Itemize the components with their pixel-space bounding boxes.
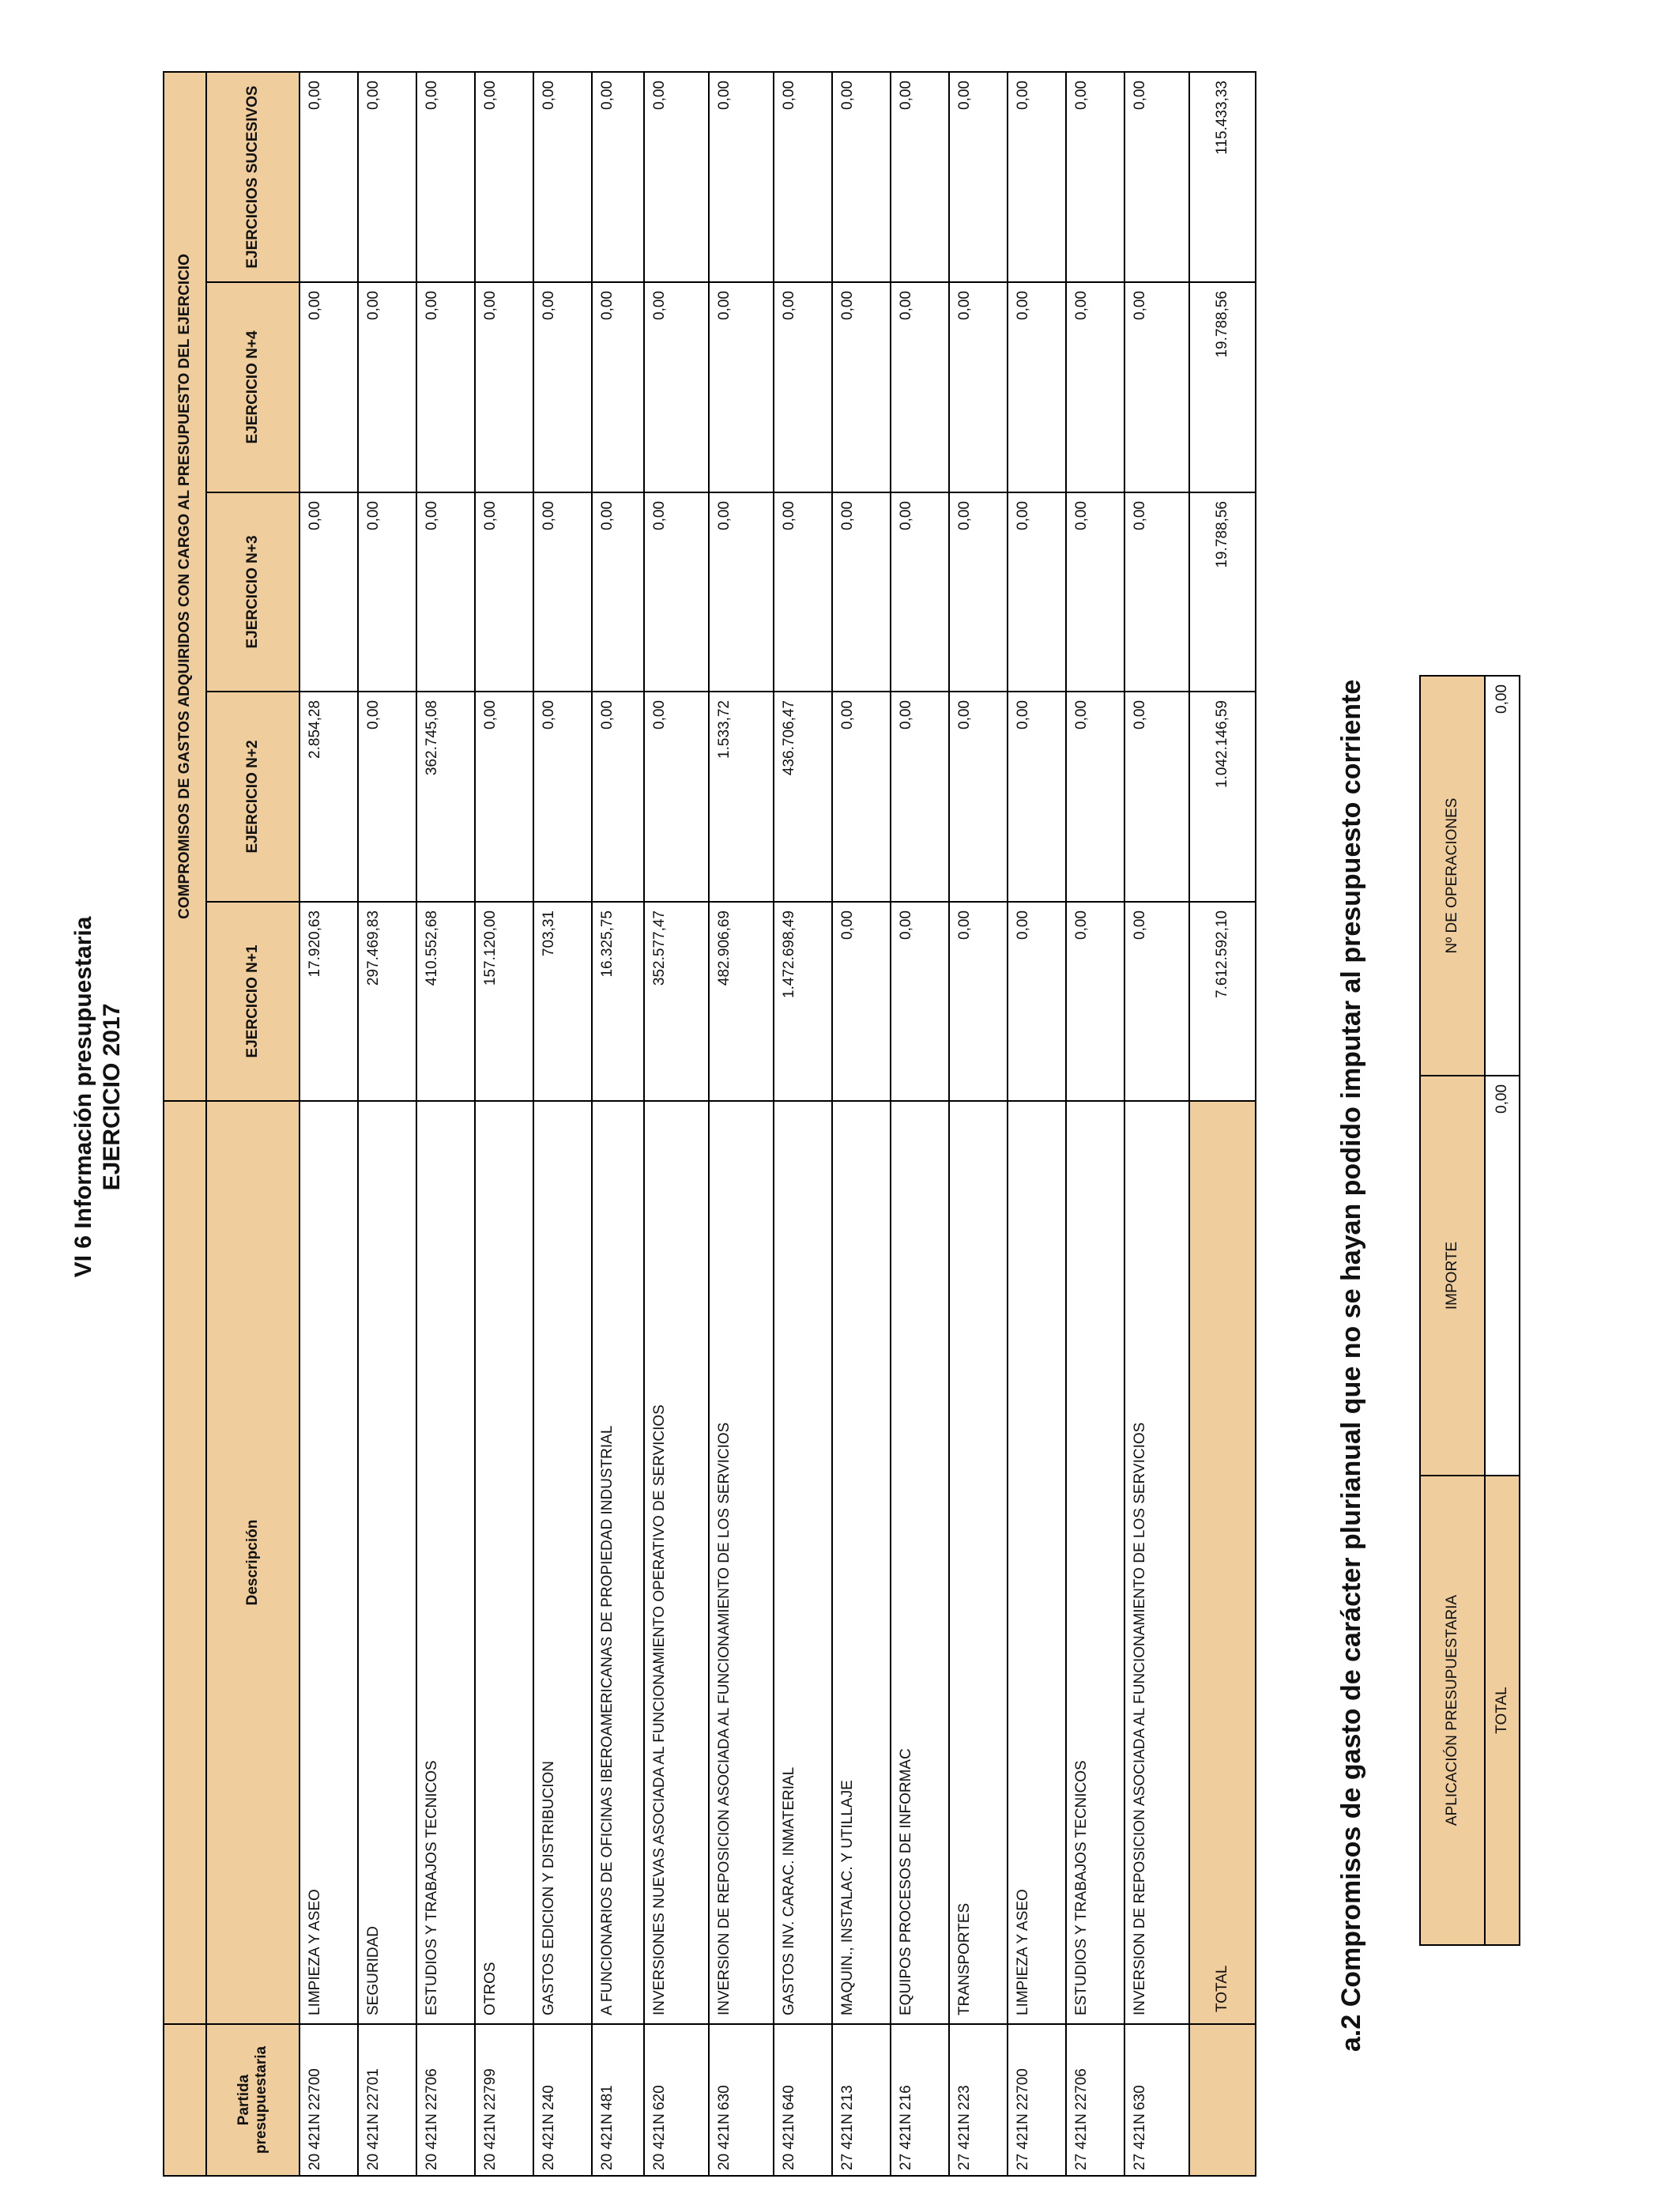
- partida-cell: [891, 2024, 949, 2176]
- partida-cell: [1066, 2024, 1124, 2176]
- commitments-table: [163, 71, 1256, 2177]
- amount-n1-cell: 703,31: [533, 902, 592, 1101]
- document-subtitle: EJERCICIO 2017: [99, 1003, 125, 1191]
- amount-n4-cell: 0,00: [1008, 282, 1066, 492]
- total-suc-cell: 115.433,33: [1189, 72, 1256, 282]
- total-label: TOTAL: [1189, 1101, 1256, 2024]
- amount-suc-cell: 0,00: [1124, 72, 1189, 282]
- amount-n2-cell: 0,00: [832, 692, 891, 902]
- amount-n3-cell: 0,00: [949, 492, 1008, 692]
- partida-program: 27 421N: [1132, 2113, 1148, 2170]
- partida-cell: [592, 2024, 644, 2176]
- partida-program: 20 421N: [307, 2113, 323, 2170]
- amount-n2-cell: 0,00: [1066, 692, 1124, 902]
- total-blank: [1189, 2024, 1256, 2176]
- table-row: [832, 72, 891, 2176]
- table-row: [1066, 72, 1124, 2176]
- partida-program: 20 421N: [781, 2113, 797, 2170]
- amount-n2-cell: 0,00: [592, 692, 644, 902]
- document-title: VI 6 Información presupuestaria: [70, 916, 96, 1278]
- partida-concept: 481: [599, 2085, 616, 2110]
- amount-n1-cell: 0,00: [949, 902, 1008, 1101]
- partida-concept: 216: [898, 2085, 914, 2110]
- col-n3-header: EJERCICIO N+3: [206, 492, 299, 692]
- amount-n2-cell: 436.706,47: [774, 692, 832, 902]
- amount-n1-cell: 16.325,75: [592, 902, 644, 1101]
- col-n4-header: EJERCICIO N+4: [206, 282, 299, 492]
- descripcion-cell: GASTOS INV. CARAC. INMATERIAL: [774, 1101, 832, 2024]
- partida-concept: 630: [716, 2085, 733, 2110]
- table-row: [709, 72, 774, 2176]
- amount-n3-cell: 0,00: [299, 492, 358, 692]
- table-row: [358, 72, 416, 2176]
- amount-n2-cell: 0,00: [949, 692, 1008, 902]
- amount-n4-cell: 0,00: [832, 282, 891, 492]
- partida-cell: [709, 2024, 774, 2176]
- table-row: [891, 72, 949, 2176]
- descripcion-cell: MAQUIN., INSTALAC. Y UTILLAJE: [832, 1101, 891, 2024]
- amount-n4-cell: 0,00: [475, 282, 533, 492]
- amount-suc-cell: 0,00: [891, 72, 949, 282]
- amount-n3-cell: 0,00: [644, 492, 709, 692]
- col-operaciones-header: Nº DE OPERACIONES: [1420, 676, 1485, 1076]
- total-row: [1189, 72, 1256, 2176]
- partida-concept: 22700: [1015, 2068, 1031, 2110]
- partida-cell: [533, 2024, 592, 2176]
- amount-n1-cell: 482.906,69: [709, 902, 774, 1101]
- amount-n2-cell: 0,00: [891, 692, 949, 902]
- partida-cell: [774, 2024, 832, 2176]
- amount-n4-cell: 0,00: [1124, 282, 1189, 492]
- amount-n2-cell: 0,00: [644, 692, 709, 902]
- partida-concept: 22706: [424, 2068, 440, 2110]
- partida-concept: 22701: [365, 2068, 382, 2110]
- partida-program: 20 421N: [716, 2113, 733, 2170]
- amount-n4-cell: 0,00: [533, 282, 592, 492]
- amount-n1-cell: 410.552,68: [416, 902, 475, 1101]
- partida-cell: [832, 2024, 891, 2176]
- amount-suc-cell: 0,00: [475, 72, 533, 282]
- descripcion-cell: EQUIPOS PROCESOS DE INFORMAC: [891, 1101, 949, 2024]
- amount-n4-cell: 0,00: [416, 282, 475, 492]
- partida-concept: 22799: [482, 2068, 499, 2110]
- amount-n1-cell: 0,00: [1124, 902, 1189, 1101]
- partida-concept: 223: [956, 2085, 973, 2110]
- col-sucesivos-header: EJERCICIOS SUCESIVOS: [206, 72, 299, 282]
- amount-n3-cell: 0,00: [1008, 492, 1066, 692]
- partida-cell: [1008, 2024, 1066, 2176]
- amount-suc-cell: 0,00: [299, 72, 358, 282]
- table-row: [774, 72, 832, 2176]
- amount-n2-cell: 362.745,08: [416, 692, 475, 902]
- amount-n1-cell: 0,00: [1008, 902, 1066, 1101]
- partida-program: 27 421N: [1015, 2113, 1031, 2170]
- table-row: [416, 72, 475, 2176]
- amount-n4-cell: 0,00: [644, 282, 709, 492]
- partida-concept: 22700: [307, 2068, 323, 2110]
- col-importe-header: IMPORTE: [1420, 1076, 1485, 1476]
- col-n2-header: EJERCICIO N+2: [206, 692, 299, 902]
- amount-n4-cell: 0,00: [299, 282, 358, 492]
- amount-n4-cell: 0,00: [949, 282, 1008, 492]
- partida-concept: 630: [1132, 2085, 1148, 2110]
- partida-program: 20 421N: [541, 2113, 557, 2170]
- amount-n3-cell: 0,00: [709, 492, 774, 692]
- descripcion-cell: INVERSIONES NUEVAS ASOCIADA AL FUNCIONAMIENTO OPERATIVO DE SERVICIOS: [644, 1101, 709, 2024]
- amount-n1-cell: 0,00: [1066, 902, 1124, 1101]
- header-blank: [164, 2024, 206, 2176]
- header-blank: [164, 1101, 206, 2024]
- amount-n1-cell: 157.120,00: [475, 902, 533, 1101]
- amount-n1-cell: 0,00: [891, 902, 949, 1101]
- amount-n4-cell: 0,00: [592, 282, 644, 492]
- partida-cell: [1124, 2024, 1189, 2176]
- partida-concept: 240: [541, 2085, 557, 2110]
- amount-suc-cell: 0,00: [533, 72, 592, 282]
- amount-suc-cell: 0,00: [358, 72, 416, 282]
- total-n3-cell: 19.788,56: [1189, 492, 1256, 692]
- partida-cell: [416, 2024, 475, 2176]
- amount-n1-cell: 0,00: [832, 902, 891, 1101]
- amount-n3-cell: 0,00: [891, 492, 949, 692]
- amount-n4-cell: 0,00: [891, 282, 949, 492]
- descripcion-cell: OTROS: [475, 1101, 533, 2024]
- partida-program: 27 421N: [1073, 2113, 1090, 2170]
- descripcion-cell: INVERSION DE REPOSICION ASOCIADA AL FUNCIONAMIENTO DE LOS SERVICIOS: [1124, 1101, 1189, 2024]
- table-row: [533, 72, 592, 2176]
- amount-n2-cell: 0,00: [358, 692, 416, 902]
- partida-cell: [949, 2024, 1008, 2176]
- amount-n2-cell: 0,00: [475, 692, 533, 902]
- descripcion-cell: GASTOS EDICION Y DISTRIBUCION: [533, 1101, 592, 2024]
- table-row: [644, 72, 709, 2176]
- a2-total-operaciones: 0,00: [1485, 676, 1520, 1076]
- col-aplicacion-header: APLICACIÓN PRESUPUESTARIA: [1420, 1476, 1485, 1945]
- amount-n3-cell: 0,00: [533, 492, 592, 692]
- descripcion-cell: LIMPIEZA Y ASEO: [1008, 1101, 1066, 2024]
- amount-n3-cell: 0,00: [475, 492, 533, 692]
- amount-n3-cell: 0,00: [416, 492, 475, 692]
- partida-concept: 213: [839, 2085, 856, 2110]
- amount-n3-cell: 0,00: [592, 492, 644, 692]
- partida-program: 27 421N: [898, 2113, 914, 2170]
- partida-concept: 640: [781, 2085, 797, 2110]
- amount-suc-cell: 0,00: [949, 72, 1008, 282]
- amount-n1-cell: 297.469,83: [358, 902, 416, 1101]
- section-a2-title: a.2 Compromisos de gasto de carácter plurianual que no se hayan podido imputar al presupuesto corriente: [1336, 679, 1366, 2052]
- amount-n2-cell: 0,00: [1008, 692, 1066, 902]
- table-row: [1008, 72, 1066, 2176]
- table-row: [1124, 72, 1189, 2176]
- partida-program: 27 421N: [839, 2113, 856, 2170]
- table-row: [592, 72, 644, 2176]
- amount-n1-cell: 17.920,63: [299, 902, 358, 1101]
- amount-suc-cell: 0,00: [416, 72, 475, 282]
- partida-concept: 620: [651, 2085, 668, 2110]
- partida-program: 20 421N: [482, 2113, 499, 2170]
- amount-suc-cell: 0,00: [774, 72, 832, 282]
- amount-n2-cell: 2.854,28: [299, 692, 358, 902]
- descripcion-cell: LIMPIEZA Y ASEO: [299, 1101, 358, 2024]
- amount-n4-cell: 0,00: [709, 282, 774, 492]
- descripcion-cell: INVERSION DE REPOSICION ASOCIADA AL FUNCIONAMIENTO DE LOS SERVICIOS: [709, 1101, 774, 2024]
- descripcion-cell: ESTUDIOS Y TRABAJOS TECNICOS: [416, 1101, 475, 2024]
- total-n1-cell: 7.612.592,10: [1189, 902, 1256, 1101]
- amount-n1-cell: 1.472.698,49: [774, 902, 832, 1101]
- amount-n3-cell: 0,00: [774, 492, 832, 692]
- amount-suc-cell: 0,00: [644, 72, 709, 282]
- total-n2-cell: 1.042.146,59: [1189, 692, 1256, 902]
- amount-n2-cell: 1.533,72: [709, 692, 774, 902]
- total-n4-cell: 19.788,56: [1189, 282, 1256, 492]
- group-header: COMPROMISOS DE GASTOS ADQUIRIDOS CON CARGO AL PRESUPUESTO DEL EJERCICIO: [164, 72, 206, 1101]
- amount-n1-cell: 352.577,47: [644, 902, 709, 1101]
- table-row: [949, 72, 1008, 2176]
- partida-cell: [475, 2024, 533, 2176]
- partida-program: 20 421N: [365, 2113, 382, 2170]
- partida-cell: [299, 2024, 358, 2176]
- amount-n3-cell: 0,00: [1066, 492, 1124, 692]
- partida-cell: [358, 2024, 416, 2176]
- a2-total-label: TOTAL: [1485, 1476, 1520, 1945]
- amount-suc-cell: 0,00: [1008, 72, 1066, 282]
- descripcion-cell: SEGURIDAD: [358, 1101, 416, 2024]
- descripcion-cell: ESTUDIOS Y TRABAJOS TECNICOS: [1066, 1101, 1124, 2024]
- table-row: [299, 72, 358, 2176]
- amount-n3-cell: 0,00: [832, 492, 891, 692]
- partida-program: 27 421N: [956, 2113, 973, 2170]
- partida-program: 20 421N: [651, 2113, 668, 2170]
- col-n1-header: EJERCICIO N+1: [206, 902, 299, 1101]
- col-descripcion-header: Descripción: [206, 1101, 299, 2024]
- amount-n3-cell: 0,00: [1124, 492, 1189, 692]
- amount-n4-cell: 0,00: [358, 282, 416, 492]
- partida-program: 20 421N: [599, 2113, 616, 2170]
- a2-table: [1419, 675, 1520, 1946]
- table-row: [475, 72, 533, 2176]
- amount-suc-cell: 0,00: [832, 72, 891, 282]
- amount-n4-cell: 0,00: [774, 282, 832, 492]
- amount-suc-cell: 0,00: [1066, 72, 1124, 282]
- descripcion-cell: A FUNCIONARIOS DE OFICINAS IBEROAMERICANAS DE PROPIEDAD INDUSTRIAL: [592, 1101, 644, 2024]
- amount-suc-cell: 0,00: [592, 72, 644, 282]
- col-partida-header: Partida presupuestaria: [206, 2024, 299, 2176]
- partida-cell: [644, 2024, 709, 2176]
- amount-suc-cell: 0,00: [709, 72, 774, 282]
- partida-program: 20 421N: [424, 2113, 440, 2170]
- amount-n4-cell: 0,00: [1066, 282, 1124, 492]
- amount-n3-cell: 0,00: [358, 492, 416, 692]
- amount-n2-cell: 0,00: [1124, 692, 1189, 902]
- amount-n2-cell: 0,00: [533, 692, 592, 902]
- descripcion-cell: TRANSPORTES: [949, 1101, 1008, 2024]
- partida-concept: 22706: [1073, 2068, 1090, 2110]
- a2-total-importe: 0,00: [1485, 1076, 1520, 1476]
